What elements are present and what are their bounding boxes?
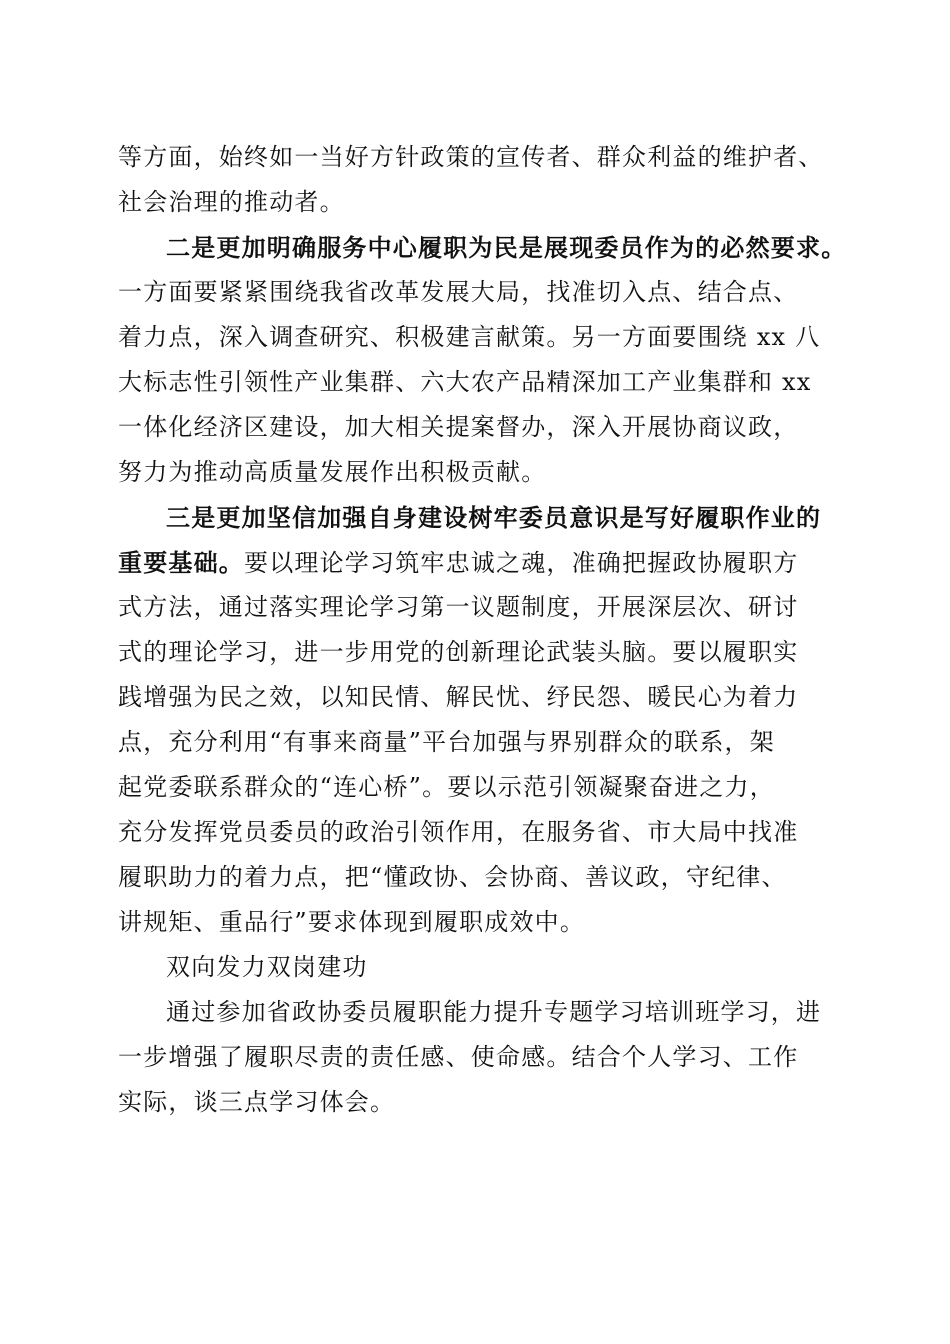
text-segment: 式的理论学习，进一步用党的创新理论武装头脑。要以履职实	[118, 638, 799, 666]
text-line	[118, 990, 832, 1035]
text-line	[118, 855, 832, 900]
text-segment: 双向发力双岗建功	[166, 953, 368, 981]
text-line	[118, 135, 832, 180]
text-line	[118, 720, 832, 765]
text-segment: 式方法，通过落实理论学习第一议题制度，开展深层次、研讨	[118, 593, 799, 621]
text-line	[118, 630, 832, 675]
text-segment: 社会治理的推动者。	[118, 188, 345, 216]
text-line	[118, 450, 832, 495]
text-line	[118, 270, 832, 315]
text-segment: 一方面要紧紧围绕我省改革发展大局，找准切入点、结合点、	[118, 278, 799, 306]
text-line	[118, 360, 832, 405]
text-segment: 等方面，始终如一当好方针政策的宣传者、群众利益的维护者、	[118, 143, 824, 171]
text-line	[118, 900, 832, 945]
text-segment: 要以理论学习筑牢忠诚之魂，准确把握政协履职方	[244, 549, 799, 577]
text-segment: 努力为推动高质量发展作出积极贡献。	[118, 458, 547, 486]
text-line	[118, 675, 832, 720]
bold-text-segment: 三是更加坚信加强自身建设树牢委员意识是写好履职作业的	[166, 503, 822, 532]
text-line	[118, 315, 832, 360]
text-line	[118, 945, 832, 990]
text-segment: 一步增强了履职尽责的责任感、使命感。结合个人学习、工作	[118, 1043, 799, 1071]
bold-text-segment: 二是更加明确服务中心履职为民是展现委员作为的必然要求。	[166, 233, 847, 262]
text-line	[118, 585, 832, 630]
text-line	[118, 1035, 832, 1080]
text-segment: 通过参加省政协委员履职能力提升专题学习培训班学习，进	[166, 998, 822, 1026]
text-segment: 起党委联系群众的“连心桥”。要以示范引领凝聚奋进之力，	[118, 773, 775, 801]
text-line	[118, 495, 832, 540]
text-segment: 一体化经济区建设，加大相关提案督办，深入开展协商议政，	[118, 413, 799, 441]
text-line	[118, 765, 832, 810]
text-segment: 实际，谈三点学习体会。	[118, 1088, 396, 1116]
text-segment: 大标志性引领性产业集群、六大农产品精深加工产业集群和 xx	[118, 368, 812, 396]
text-line	[118, 540, 832, 585]
text-line	[118, 405, 832, 450]
text-line	[118, 1080, 832, 1125]
document-body	[118, 135, 847, 1125]
text-segment: 点，充分利用“有事来商量”平台加强与界别群众的联系，架	[118, 728, 775, 756]
text-segment: 着力点，深入调查研究、积极建言献策。另一方面要围绕 xx 八	[118, 323, 821, 351]
text-line	[118, 225, 847, 270]
text-segment: 充分发挥党员委员的政治引领作用，在服务省、市大局中找准	[118, 818, 799, 846]
text-line	[118, 180, 832, 225]
bold-text-segment: 重要基础。	[118, 548, 244, 577]
text-segment: 践增强为民之效，以知民情、解民忧、纾民怨、暖民心为着力	[118, 683, 799, 711]
text-segment: 履职助力的着力点，把“懂政协、会协商、善议政，守纪律、	[118, 863, 787, 891]
text-segment: 讲规矩、重品行”要求体现到履职成效中。	[118, 908, 586, 936]
text-line	[118, 810, 832, 855]
